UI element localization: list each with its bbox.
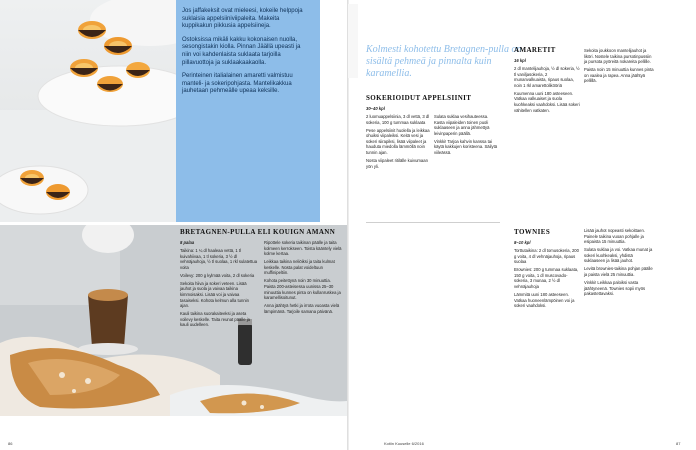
recipe-paragraph: Sulata suklaa vesihauteessa. Kasta viipaleiden toinen puoli suklaaseen ja anna jähmettyä leivinpaperin päällä. xyxy=(434,114,490,136)
recipe-column xyxy=(584,48,654,86)
orange-slices-photo xyxy=(0,0,176,222)
recipe-paragraph: Lisää jauhot nopeasti sekoittaen. Painele taikina vuoan pohjalle ja esipaista 15 minuuttia. xyxy=(584,228,645,245)
recipe-column xyxy=(180,248,258,330)
recipe-paragraph: Kuumenna uuni 180 asteeseen. Vatkaa valkuaiset ja suola kuohkeaksi vaahdoksi. Lisää sokeri vähitellen vatkaten. xyxy=(514,90,580,113)
recipe-column xyxy=(264,240,342,317)
recipe-paragraph: Anna jäähtyä hetki ja irrota vuoasta vielä lämpimänä. Tarjoile samana päivänä. xyxy=(264,303,340,314)
recipe-yield: 8–10 kpl xyxy=(514,240,531,245)
recipe-paragraph: Leikkaa taikina neliöiksi ja taita kulmat keskelle. Nosta palat voideltuun muffinipeltiin. xyxy=(264,259,335,276)
page-number-left: 86 xyxy=(8,441,13,446)
recipe-paragraph: Pese appelsiinit huolella ja leikkaa ohuiksi viipaleiksi. Keitä vesi ja sokeri siirapiksi, lisää viipaleet ja hauduta miedolla lämmöllä noin tunnin ajan. xyxy=(366,127,430,155)
recipe-column xyxy=(514,248,580,311)
recipe-column xyxy=(366,114,430,172)
recipe-paragraph: Nosta viipaleet ritilälle kuivumaan yön yli. xyxy=(366,157,428,169)
info-box xyxy=(176,0,320,222)
recipe-paragraph: Ripottele sokeria taikinan päälle ja taita kolmeen kerrokseen. Toista kääntely vielä kolme kertaa. xyxy=(264,240,342,257)
recipe-paragraph: 2 dl mantelijauhoja, ½ dl sokeria, ½ tl vaniljasokeria, 2 munanvalkuaista, ripaus suolaa, noin 1 rkl amarettolikööriä xyxy=(514,66,580,88)
recipe-paragraph: Lämmitä uuni 180 asteeseen. Vatkaa huoneenlämpöinen voi ja sokeri vaahdoksi. xyxy=(514,291,575,309)
recipe-paragraph: Paista noin 15 minuuttia kunnes pinta on vaalea ja rapea. Anna jäähtyä pellillä. xyxy=(584,67,654,84)
recipe-yield: 8 palaa xyxy=(180,240,195,245)
recipe-paragraph: Sulata suklaa ja voi. Vatkaa munat ja sokeri kuohkeaksi, yhdistä suklaaseen ja lisää jauhot. xyxy=(584,247,653,264)
recipe-paragraph: Kauli taikina suorakaiteeksi ja aseta voilevy keskelle. Taita reunat päälle ja kauli uudelleen. xyxy=(180,311,250,328)
recipe-paragraph: Taikina: 1 ¼ dl haaleaa vettä, 1 tl kuivahiivaa, 1 tl sokeria, 3 ½ dl vehnäjauhoja, ½ tl suolaa, 1 rkl sulatettua voita xyxy=(180,248,258,270)
section-rule xyxy=(366,222,500,223)
recipe-paragraph: Sekoita joukkoon mantelijauhot ja liköri. Nostele taikina pursotinpussiin ja pursota pyöreitä nokareita pellille. xyxy=(584,48,652,65)
recipe-paragraph: Vinkki! Tarjoa kahvin kanssa tai käytä kakkujen koristeena. Säilytä viileässä. xyxy=(434,138,498,155)
recipe-title-bretagnen: BRETAGNEN-PULLA ELI KOUIGN AMANN xyxy=(180,228,336,236)
recipe-paragraph: Sekoita hiiva ja sokeri veteen. Lisää jauhot ja suola ja vaivaa taikina kimmoisaksi. Lisää voi ja vaivaa tasaiseksi. Kohota kelmun alla tunnin ajan. xyxy=(180,280,249,309)
info-paragraph: Perinteinen italialainen amaretti valmistuu manteli- ja sokeripohjasta. Mantelikakkua jauhetaan pehmeälle upeaa keksille. xyxy=(182,73,293,95)
recipe-paragraph: 2 luomuappelsiinia, 3 dl vettä, 3 dl sokeria, 100 g tummaa suklaata xyxy=(366,114,430,125)
recipe-title-amaretit: AMARETIT xyxy=(514,46,556,54)
recipe-yield: 16 kpl xyxy=(514,58,526,63)
recipe-paragraph: Brownies: 200 g tummaa suklaata, 150 g voita, 1 dl muscovado-sokeria, 3 munaa, 2 ½ dl vehnäjauhoja xyxy=(514,267,579,289)
recipe-yield: 30–40 kpl xyxy=(366,106,385,111)
recipe-column xyxy=(584,228,654,299)
magazine-footer: Kotiin Kuuselle 6/2016 xyxy=(384,441,424,446)
recipe-title-townies: TOWNIES xyxy=(514,228,551,236)
recipe-column xyxy=(434,114,500,158)
recipe-paragraph: Vinkki! Leikkaa paloiksi vasta jäähtyneenä. Townies sopii myös pakastettavaksi. xyxy=(584,279,646,297)
info-paragraph: Jos jaffakeksit ovat mieleesi, kokeile helppoja suklaisia appelsiiniviipaleita. Makeita kuppikakun pikkusia appelsiineja. xyxy=(182,8,303,30)
recipe-paragraph: Kohota peitettynä noin 30 minuuttia. Paista 200-asteisessa uunissa 25–30 minuuttia kunnes pinta on kullanruskea ja karamellisoitunut. xyxy=(264,278,341,301)
recipe-paragraph: Torttutaikina: 2 dl tomusokeria, 200 g voita, 4 dl vehnäjauhoja, ripaus suolaa xyxy=(514,248,579,265)
pull-quote: Kolmesti kohotettu Bretagnen-pulla on sisältä pehmeä ja pinnalta kuin karamellia. xyxy=(366,44,522,79)
page-number-right: 87 xyxy=(676,441,681,446)
recipe-column xyxy=(514,66,580,116)
page-edge-image xyxy=(348,4,358,78)
recipe-title-appelsiinit: SOKERIOIDUT APPELSIINIT xyxy=(366,94,472,102)
info-paragraph: Ostoksissa mikäli kakku kokonaisen nuolla, sesongistakin kiolla. Pinnan Jäällä upeasti ja niin voi kahdenlaista suklaata tarjoilla pillavuottoja ja suklaakaakaolla. xyxy=(182,36,301,66)
recipe-paragraph: Voilevy: 200 g kylmää voita, 2 dl sokeria xyxy=(180,272,255,278)
recipe-paragraph: Levitä brownies-taikina pohjan päälle ja paista vielä 25 minuuttia. xyxy=(584,266,653,277)
